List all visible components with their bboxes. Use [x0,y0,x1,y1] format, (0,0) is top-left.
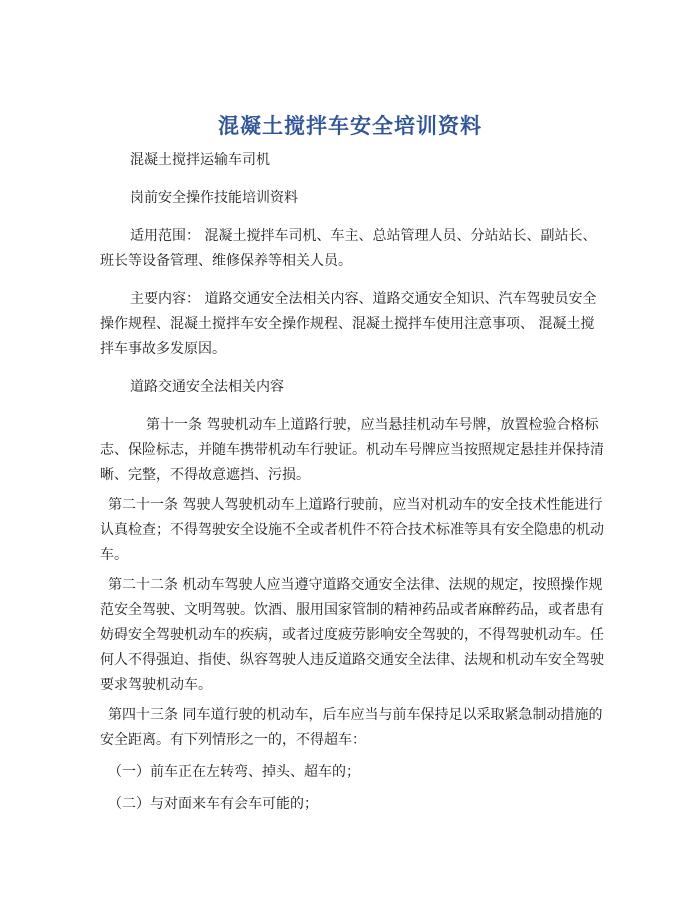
content-line-2: 操作规程、混凝土搅拌车安全操作规程、混凝土搅拌车使用注意事项、 混凝土搅 [100,316,595,332]
scope-line-1: 适用范围： 混凝土搅拌车司机、车主、总站管理人员、分站站长、副站长、 [130,228,597,244]
article-22-line-1: 第二十二条 机动车驾驶人应当遵守道路交通安全法律、法规的规定，按照操作规 [108,577,603,593]
article-11-line-3: 晰、完整，不得故意遮挡、污损。 [100,467,310,483]
article-21-line-1: 第二十一条 驾驶人驾驶机动车上道路行驶前，应当对机动车的安全技术性能进行 [108,497,603,513]
section-heading: 道路交通安全法相关内容 [130,379,284,395]
article-21-line-3: 车。 [100,547,128,563]
article-22-line-3: 妨碍安全驾驶机动车的疾病，或者过度疲劳影响安全驾驶的，不得驾驶机动车。任 [100,627,604,643]
article-21-line-2: 认真检查；不得驾驶安全设施不全或者机件不符合技术标准等具有安全隐患的机动 [100,522,604,538]
article-11-line-2: 志、保险标志，并随车携带机动车行驶证。机动车号牌应当按照规定悬挂并保持清 [100,442,604,458]
article-43-line-1: 第四十三条 同车道行驶的机动车，后车应当与前车保持足以采取紧急制动措施的 [108,707,603,723]
article-43-item-1: （一）前车正在左转弯、掉头、超车的； [108,764,360,780]
article-22-line-5: 要求驾驶机动车。 [100,677,212,693]
content-line-3: 拌车事故多发原因。 [100,341,226,357]
article-22-line-2: 范安全驾驶、文明驾驶。饮酒、服用国家管制的精神药品或者麻醉药品，或者患有 [100,602,604,618]
subtitle-driver: 混凝土搅拌运输车司机 [130,152,270,168]
article-22-line-4: 何人不得强迫、指使、纵容驾驶人违反道路交通安全法律、法规和机动车安全驾驶 [100,652,604,668]
scope-line-2: 班长等设备管理、维修保养等相关人员。 [100,253,352,269]
article-43-item-2: （二）与对面来车有会车可能的； [108,796,318,812]
content-line-1: 主要内容： 道路交通安全法相关内容、道路交通安全知识、汽车驾驶员安全 [130,291,597,307]
article-11-line-1: 第十一条 驾驶机动车上道路行驶，应当悬挂机动车号牌，放置检验合格标 [146,417,599,433]
article-43-line-2: 安全距离。有下列情形之一的，不得超车： [100,732,366,748]
subtitle-training: 岗前安全操作技能培训资料 [130,190,298,206]
document-title: 混凝土搅拌车安全培训资料 [218,113,482,138]
